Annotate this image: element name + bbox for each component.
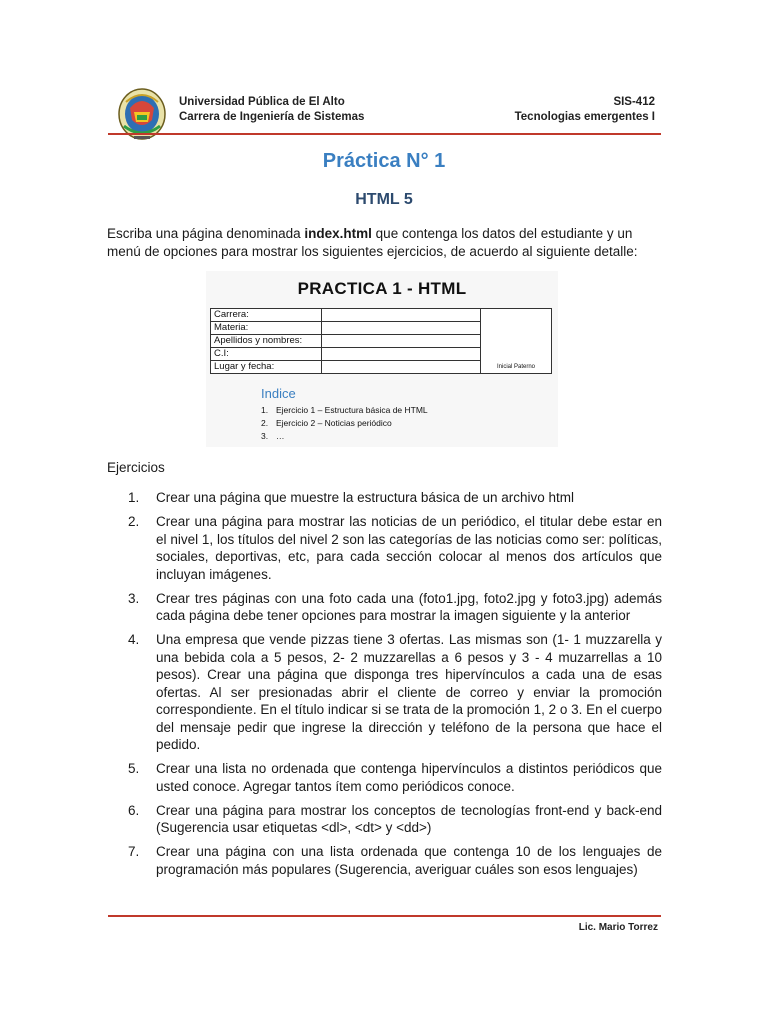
exercise-item (107, 843, 662, 878)
exercise-list (107, 489, 662, 885)
exercise-text: Crear una página que muestre la estructura básica de un archivo html (156, 490, 574, 505)
exercise-number: 3. (128, 590, 140, 606)
row-label: Lugar y fecha: (211, 361, 322, 374)
header-divider (108, 133, 661, 135)
indice-list (261, 404, 428, 443)
table-row (211, 309, 552, 322)
example-figure (206, 271, 558, 447)
exercise-item (107, 513, 662, 583)
row-label: C.I: (211, 348, 322, 361)
photo-cell (481, 309, 552, 374)
row-value-cell (322, 348, 481, 361)
exercise-item (107, 631, 662, 754)
figure-title: PRACTICA 1 - HTML (297, 279, 467, 298)
exercise-item (107, 489, 662, 507)
exercise-item (107, 760, 662, 795)
indice-text: Ejercicio 2 – Noticias periódico (276, 418, 392, 428)
exercise-number: 5. (128, 761, 140, 776)
row-value-cell (322, 335, 481, 348)
row-label: Apellidos y nombres: (211, 335, 322, 348)
university-name: Universidad Pública de El Alto (179, 96, 345, 108)
exercise-number: 2. (128, 514, 140, 529)
row-label: Carrera: (211, 309, 322, 322)
course-name: Tecnologias emergentes I (514, 111, 655, 123)
indice-item (261, 430, 428, 443)
career-name: Carrera de Ingeniería de Sistemas (179, 111, 365, 123)
intro-paragraph (107, 225, 660, 261)
indice-number: 3. (261, 431, 269, 441)
intro-text-after: que contenga los datos del estudiante y un menú de opciones para mostrar los siguientes ejercicios, de acuerdo al siguiente detalle: (107, 226, 638, 259)
exercise-text: Una empresa que vende pizzas tiene 3 ofertas. Las mismas son (1- 1 muzzarella y una bebida cola a 5 pesos, 2- 2 muzzarellas a 6 pesos y 3 - 4 muzarrellas a 10 pesos). Crear una página que disponga tres hipervínculos a cada una de esas ofertas. Al ser presionadas abrir el cliente de correo y enviar la promoción correspondiente. En el título indicar si se trata de la promoción 1, 2 o 3. En el cuerpo del mensaje pedir que ingrese la dirección y teléfono de la persona que hace el pedido. (156, 632, 662, 752)
header-institution (179, 95, 364, 125)
row-label: Materia: (211, 322, 322, 335)
student-data-table (210, 308, 552, 374)
exercise-text: Crear una lista no ordenada que contenga hipervínculos a distintos periódicos que usted conoce. Agregar tantos ítem como periódicos conoce. (156, 761, 662, 794)
indice-text: Ejercicio 1 – Estructura básica de HTML (276, 405, 428, 415)
exercise-text: Crear tres páginas con una foto cada una (foto1.jpg, foto2.jpg y foto3.jpg) además cada página debe tener opciones para mostrar la imagen siguiente y la anterior (156, 590, 662, 623)
indice-number: 2. (261, 418, 269, 428)
exercise-text: Crear una página para mostrar las noticias de un periódico, el titular debe estar en el nivel 1, los títulos del nivel 2 son las categorías de las noticias como ser: políticas, sociales, deportivas, etc, para cada sección colocar al menos dos artículos que incluyan imágenes. (156, 514, 662, 582)
exercise-item (107, 802, 662, 837)
exercise-number: 1. (128, 490, 140, 505)
page-title: Práctica N° 1 (322, 150, 446, 172)
indice-heading: Indice (261, 386, 296, 401)
course-code: SIS-412 (613, 96, 655, 108)
row-value-cell (322, 361, 481, 374)
exercise-number: 4. (128, 632, 140, 647)
row-value-cell (322, 309, 481, 322)
page-subtitle: HTML 5 (355, 191, 413, 208)
intro-text-before: Escriba una página denominada (107, 226, 305, 241)
header-course (515, 95, 655, 125)
footer-author: Lic. Mario Torrez (578, 922, 658, 933)
exercise-text: Crear una página para mostrar los conceptos de tecnologías front-end y back-end (Sugerencia usar etiquetas <dl>, <dt> y <dd>) (156, 802, 662, 835)
intro-filename: index.html (304, 226, 372, 241)
exercise-text: Crear una página con una lista ordenada que contenga 10 de los lenguajes de programación más populares (Sugerencia, averiguar cuáles son esos lenguajes) (156, 844, 662, 877)
photo-label: Inicial Paterno (496, 364, 536, 370)
row-value-cell (322, 322, 481, 335)
exercise-number: 6. (128, 802, 140, 818)
section-heading: Ejercicios (107, 460, 165, 475)
indice-item (261, 404, 428, 417)
exercise-number: 7. (128, 844, 140, 859)
exercise-item (107, 590, 662, 625)
footer-divider (108, 915, 661, 917)
indice-text: … (276, 431, 285, 441)
indice-number: 1. (261, 405, 269, 415)
indice-item (261, 417, 428, 430)
